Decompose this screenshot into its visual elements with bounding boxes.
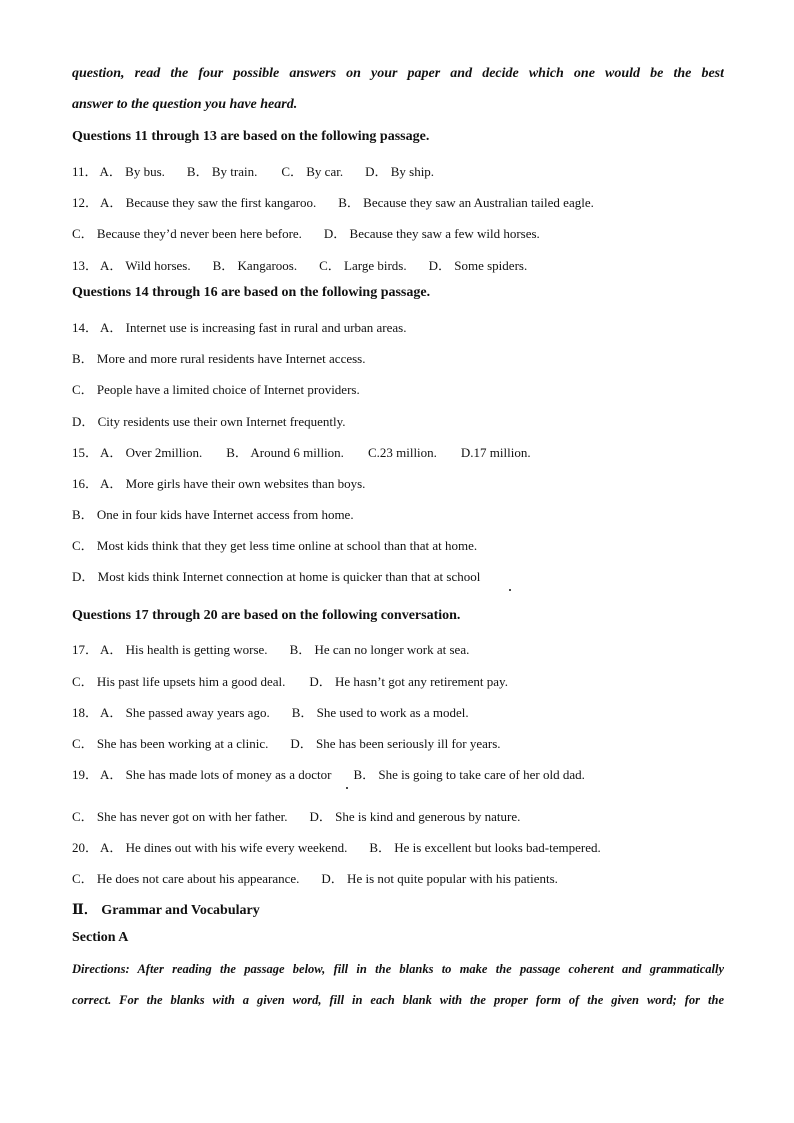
option-d: D． She has been seriously ill for years. (290, 736, 501, 751)
question-17-cont (72, 671, 724, 690)
option-a: A． By bus. (99, 164, 165, 179)
question-16 (72, 473, 724, 492)
option-a: A． He dines out with his wife every weekend. (100, 840, 348, 855)
question-20 (72, 837, 724, 856)
question-19 (72, 764, 724, 783)
option-d: D． Some spiders. (428, 258, 528, 273)
question-number: 17． (72, 642, 99, 657)
question-number: 12． (72, 195, 99, 210)
question-16-option-b: B． One in four kids have Internet access from home. (72, 507, 354, 522)
option-d: D． Because they saw a few wild horses. (323, 226, 540, 241)
question-18-cont (72, 733, 724, 752)
group-heading-14-16: Questions 14 through 16 are based on the following passage. (72, 285, 431, 300)
question-number: 20． (72, 840, 99, 855)
option-a: A． More girls have their own websites than boys. (100, 476, 366, 491)
option-d: D． She is kind and generous by nature. (309, 809, 521, 824)
directions-line-2: correct. For the blanks with a given word, fill in each blank with the proper form of the given word; for the (72, 993, 724, 1007)
option-a: A． Over 2million. (100, 445, 203, 460)
question-12-cont (72, 223, 724, 242)
question-number: 18． (72, 705, 99, 720)
question-18 (72, 702, 724, 721)
option-b: B． Around 6 million. (226, 445, 344, 460)
option-a: A． She passed away years ago. (100, 705, 270, 720)
question-20-cont (72, 868, 724, 887)
option-d: D． By ship. (365, 164, 435, 179)
part-2-title: Ⅱ． Grammar and Vocabulary (72, 903, 260, 918)
option-a: A． Because they saw the first kangaroo. (100, 195, 317, 210)
question-16-option-d: D． Most kids think Internet connection at home is quicker than that at school (72, 569, 481, 584)
question-13 (72, 255, 724, 274)
option-b: B． Because they saw an Australian tailed eagle. (338, 195, 594, 210)
section-a-heading: Section A (72, 930, 129, 945)
question-11 (72, 161, 724, 180)
option-c: C． His past life upsets him a good deal. (72, 674, 286, 689)
question-14-option-d: D． City residents use their own Internet frequently. (72, 414, 346, 429)
option-a: A． Internet use is increasing fast in rural and urban areas. (100, 320, 407, 335)
stray-dot-mark (509, 589, 511, 591)
question-number: 15． (72, 445, 99, 460)
question-number: 19． (72, 767, 99, 782)
option-c: C． By car. (281, 164, 344, 179)
option-d: D.17 million. (460, 445, 531, 460)
option-b: B． By train. (186, 164, 258, 179)
option-b: B． Kangaroos. (212, 258, 298, 273)
question-12 (72, 192, 724, 211)
listening-instructions-line-1: question, read the four possible answers on your paper and decide which one would be the best (72, 66, 724, 81)
directions-line-1: Directions: After reading the passage below, fill in the blanks to make the passage coherent and grammatically (72, 962, 724, 976)
option-c: C． She has never got on with her father. (72, 809, 288, 824)
option-a: A． She has made lots of money as a doctor (100, 767, 332, 782)
option-b: B． She is going to take care of her old dad. (353, 767, 585, 782)
option-c: C． Because they’d never been here before. (72, 226, 302, 241)
question-number: 16． (72, 476, 99, 491)
question-number: 11． (72, 164, 98, 179)
question-number: 13． (72, 258, 99, 273)
option-b: B． He is excellent but looks bad-tempered. (369, 840, 601, 855)
question-17 (72, 639, 724, 658)
option-a: A． Wild horses. (100, 258, 191, 273)
stray-dot-mark (346, 787, 348, 789)
question-15 (72, 442, 724, 461)
question-number: 14． (72, 320, 99, 335)
question-19-cont (72, 806, 724, 825)
question-14-option-c: C． People have a limited choice of Internet providers. (72, 382, 360, 397)
group-heading-17-20: Questions 17 through 20 are based on the following conversation. (72, 608, 461, 623)
option-c: C． He does not care about his appearance. (72, 871, 300, 886)
question-14 (72, 317, 724, 336)
option-c: C.23 million. (367, 445, 437, 460)
option-d: D． He is not quite popular with his patients. (321, 871, 558, 886)
option-c: C． Large birds. (319, 258, 407, 273)
option-b: B． He can no longer work at sea. (289, 642, 470, 657)
option-c: C． She has been working at a clinic. (72, 736, 269, 751)
group-heading-11-13: Questions 11 through 13 are based on the following passage. (72, 129, 430, 144)
option-d: D． He hasn’t got any retirement pay. (309, 674, 508, 689)
option-b: B． She used to work as a model. (291, 705, 469, 720)
option-a: A． His health is getting worse. (100, 642, 268, 657)
question-14-option-b: B． More and more rural residents have Internet access. (72, 351, 366, 366)
question-16-option-c: C． Most kids think that they get less time online at school than that at home. (72, 538, 478, 553)
listening-instructions-line-2: answer to the question you have heard. (72, 97, 298, 112)
